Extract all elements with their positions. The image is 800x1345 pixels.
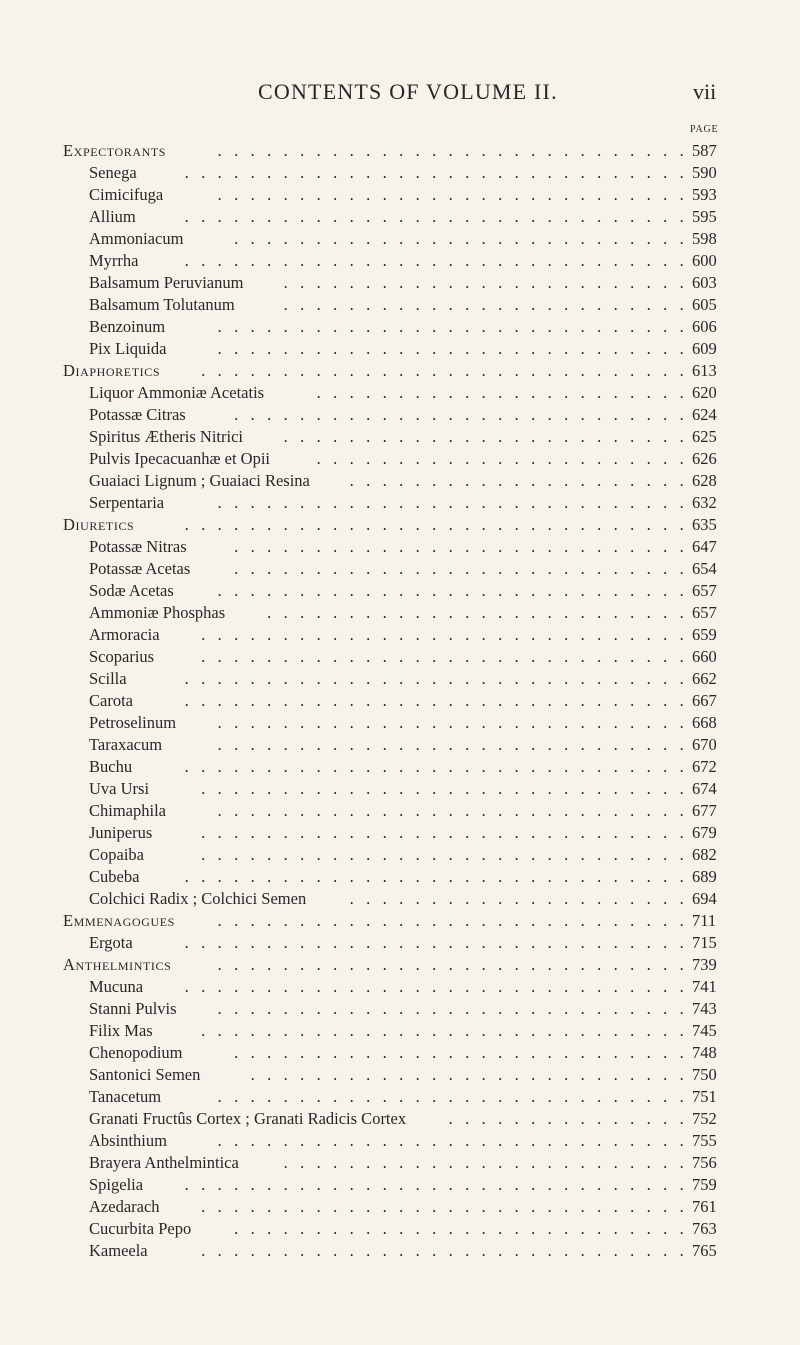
page-number: 679 [692, 823, 717, 842]
entry-label: Granati Fructûs Cortex ; Granati Radicis Cortex [89, 1109, 407, 1128]
section-heading: Diaphoretics [63, 361, 161, 380]
entry-label: Pix Liquida [89, 339, 167, 358]
page-number: 657 [692, 581, 717, 600]
toc-entry-row [0, 558, 800, 580]
entry-label: Potassæ Nitras [89, 537, 187, 556]
page-title: CONTENTS OF VOLUME II. [258, 79, 558, 104]
section-heading: Anthelmintics [63, 955, 172, 974]
dot-leader: . . . . . . . . . . . . . . . . . . . . . . . . . . . . . [213, 911, 692, 930]
toc-entry-row [0, 624, 800, 646]
dot-leader: . . . . . . . . . . . . . . . . . . . . . . . . . . . . . . [197, 361, 692, 380]
dot-leader: . . . . . . . . . . . . . . . . . . . . . . . . . . . . . . . [180, 251, 692, 270]
entry-label: Scoparius [89, 647, 155, 666]
entry-label: Stanni Pulvis [89, 999, 177, 1018]
entry-label: Senega [89, 163, 137, 182]
dot-leader: . . . . . . . . . . . . . . . . . . . . . . . . . . . . . . [197, 1197, 692, 1216]
toc-entry-row [0, 294, 800, 316]
entry-label: Potassæ Acetas [89, 559, 191, 578]
section-heading: Expectorants [63, 141, 167, 160]
page-number: 672 [692, 757, 717, 776]
entry-label: Cubeba [89, 867, 140, 886]
dot-leader: . . . . . . . . . . . . . . . . . . . . . . . . . . . . . . [197, 845, 692, 864]
toc-entry-row [0, 778, 800, 800]
entry-label: Liquor Ammoniæ Acetatis [89, 383, 265, 402]
dot-leader: . . . . . . . . . . . . . . . . . . . . . . . . . . . . . . [197, 625, 692, 644]
entry-label: Benzoinum [89, 317, 166, 336]
dot-leader: . . . . . . . . . . . . . . . . . . . . . . . . . . . . . [213, 493, 692, 512]
page-number: 743 [692, 999, 717, 1018]
page-number: 620 [692, 383, 717, 402]
dot-leader: . . . . . . . . . . . . . . . . . . . . . . . . . . . . . . . [180, 933, 692, 952]
toc-entry-row [0, 1130, 800, 1152]
page-number: 759 [692, 1175, 717, 1194]
toc-entry-row [0, 756, 800, 778]
page-number: 748 [692, 1043, 717, 1062]
page-number: 647 [692, 537, 717, 556]
dot-leader: . . . . . . . . . . . . . . . . . . . . . . . . . . . . . [213, 581, 692, 600]
dot-leader: . . . . . . . . . . . . . . . . . . . . . . . . . . . . . . . [180, 207, 692, 226]
entry-label: Colchici Radix ; Colchici Semen [89, 889, 307, 908]
toc-section-row [0, 140, 800, 162]
toc-entry-row [0, 580, 800, 602]
toc-entry-row [0, 382, 800, 404]
toc-entry-row [0, 1086, 800, 1108]
page-number: 761 [692, 1197, 717, 1216]
toc-entry-row [0, 1240, 800, 1262]
page-column-label: PAGE [690, 124, 719, 135]
page-number: 626 [692, 449, 717, 468]
entry-label: Spigelia [89, 1175, 144, 1194]
dot-leader: . . . . . . . . . . . . . . . . . . . . . . . . . . . . [230, 405, 692, 424]
entry-label: Brayera Anthelmintica [89, 1153, 239, 1172]
toc-entry-row [0, 1218, 800, 1240]
entry-label: Allium [89, 207, 136, 226]
page-number: 662 [692, 669, 717, 688]
page-number: 635 [692, 515, 717, 534]
page-number: 739 [692, 955, 717, 974]
page-number: 711 [692, 911, 717, 930]
page-number: 659 [692, 625, 717, 644]
entry-label: Azedarach [89, 1197, 160, 1216]
page-number: 667 [692, 691, 717, 710]
toc-section-row [0, 954, 800, 976]
toc-section-row [0, 910, 800, 932]
dot-leader: . . . . . . . . . . . . . . . . . . . . . . . . . . . . [230, 559, 692, 578]
dot-leader: . . . . . . . . . . . . . . . . . . . . . . . . . . . . . . . [180, 977, 692, 996]
dot-leader: . . . . . . . . . . . . . . . [444, 1109, 692, 1128]
dot-leader: . . . . . . . . . . . . . . . . . . . . . . . . . . . . . [213, 141, 692, 160]
dot-leader: . . . . . . . . . . . . . . . . . . . . . . . . . . . . . . [197, 647, 692, 666]
dot-leader: . . . . . . . . . . . . . . . . . . . . . [345, 889, 692, 908]
dot-leader: . . . . . . . . . . . . . . . . . . . . . . . [312, 449, 692, 468]
page-number: 694 [692, 889, 717, 908]
toc-entry-row [0, 184, 800, 206]
entry-label: Ergota [89, 933, 133, 952]
page-number: 752 [692, 1109, 717, 1128]
toc-entry-row [0, 866, 800, 888]
toc-entry-row [0, 976, 800, 998]
dot-leader: . . . . . . . . . . . . . . . . . . . . . . . . . . . . . . . [180, 1175, 692, 1194]
entry-label: Petroselinum [89, 713, 177, 732]
toc-entry-row [0, 448, 800, 470]
page-number: 674 [692, 779, 717, 798]
entry-label: Spiritus Ætheris Nitrici [89, 427, 243, 446]
toc-entry-row [0, 712, 800, 734]
page-number: 603 [692, 273, 717, 292]
page-number: 668 [692, 713, 717, 732]
entry-label: Uva Ursi [89, 779, 150, 798]
page-number: 751 [692, 1087, 717, 1106]
toc-section-row [0, 514, 800, 536]
entry-label: Cucurbita Pepo [89, 1219, 192, 1238]
dot-leader: . . . . . . . . . . . . . . . . . . . . . . . . . . . . . [213, 185, 692, 204]
entry-label: Potassæ Citras [89, 405, 186, 424]
dot-leader: . . . . . . . . . . . . . . . . . . . . . . . . . . . . . . [197, 823, 692, 842]
toc-entry-row [0, 492, 800, 514]
page-number: 654 [692, 559, 717, 578]
toc-entry-row [0, 668, 800, 690]
entry-label: Cimicifuga [89, 185, 164, 204]
toc-entry-row [0, 888, 800, 910]
page-number: 657 [692, 603, 717, 622]
entry-label: Kameela [89, 1241, 148, 1260]
entry-label: Juniperus [89, 823, 153, 842]
toc-entry-row [0, 822, 800, 844]
toc-entry-row [0, 844, 800, 866]
page-number: 756 [692, 1153, 717, 1172]
page-number: 595 [692, 207, 717, 226]
page-number: 613 [692, 361, 717, 380]
page-number: 741 [692, 977, 717, 996]
entry-label: Mucuna [89, 977, 144, 996]
toc-entry-row [0, 1064, 800, 1086]
dot-leader: . . . . . . . . . . . . . . . . . . . . . . . . . . . . [230, 537, 692, 556]
toc-entry-row [0, 272, 800, 294]
toc-entry-row [0, 316, 800, 338]
dot-leader: . . . . . . . . . . . . . . . . . . . . . . . . . . . . . [213, 735, 692, 754]
section-heading: Diuretics [63, 515, 135, 534]
dot-leader: . . . . . . . . . . . . . . . . . . . . . . . . . . . . [230, 229, 692, 248]
dot-leader: . . . . . . . . . . . . . . . . . . . . . [345, 471, 692, 490]
dot-leader: . . . . . . . . . . . . . . . . . . . . . . . . . . . . . [213, 339, 692, 358]
toc-entry-row [0, 536, 800, 558]
entry-label: Copaiba [89, 845, 144, 864]
page-number: 593 [692, 185, 717, 204]
entry-label: Buchu [89, 757, 133, 776]
toc-entry-row [0, 734, 800, 756]
page-number: 677 [692, 801, 717, 820]
entry-label: Santonici Semen [89, 1065, 201, 1084]
page-number: 750 [692, 1065, 717, 1084]
entry-label: Ammoniæ Phosphas [89, 603, 226, 622]
dot-leader: . . . . . . . . . . . . . . . . . . . . . . . . . . . . [230, 1043, 692, 1062]
page-number: 765 [692, 1241, 717, 1260]
page-number: 670 [692, 735, 717, 754]
toc-entry-row [0, 1196, 800, 1218]
dot-leader: . . . . . . . . . . . . . . . . . . . . . . . [312, 383, 692, 402]
dot-leader: . . . . . . . . . . . . . . . . . . . . . . . . . . . . . . . [180, 515, 692, 534]
dot-leader: . . . . . . . . . . . . . . . . . . . . . . . . . [279, 427, 692, 446]
toc-entry-row [0, 228, 800, 250]
toc-entry-row [0, 998, 800, 1020]
running-head [0, 79, 800, 109]
page-number: 609 [692, 339, 717, 358]
dot-leader: . . . . . . . . . . . . . . . . . . . . . . . . . . . . . [213, 713, 692, 732]
entry-label: Ammoniacum [89, 229, 184, 248]
entry-label: Balsamum Tolutanum [89, 295, 235, 314]
dot-leader: . . . . . . . . . . . . . . . . . . . . . . . . . . . . . . [197, 779, 692, 798]
entry-label: Taraxacum [89, 735, 163, 754]
page-number: 625 [692, 427, 717, 446]
page-number: 660 [692, 647, 717, 666]
page-number: 745 [692, 1021, 717, 1040]
toc-entry-row [0, 602, 800, 624]
dot-leader: . . . . . . . . . . . . . . . . . . . . . . . . . . . . . [213, 1131, 692, 1150]
toc-entry-row [0, 646, 800, 668]
dot-leader: . . . . . . . . . . . . . . . . . . . . . . . . . . . . . [213, 955, 692, 974]
page-number: 755 [692, 1131, 717, 1150]
toc-section-row [0, 360, 800, 382]
dot-leader: . . . . . . . . . . . . . . . . . . . . . . . . . . . . . [213, 317, 692, 336]
dot-leader: . . . . . . . . . . . . . . . . . . . . . . . . . . . . . . . [180, 691, 692, 710]
dot-leader: . . . . . . . . . . . . . . . . . . . . . . . . . . . . . . . [180, 669, 692, 688]
entry-label: Chenopodium [89, 1043, 183, 1062]
page-number: 628 [692, 471, 717, 490]
entry-label: Pulvis Ipecacuanhæ et Opii [89, 449, 271, 468]
page-number: 587 [692, 141, 717, 160]
toc-entry-row [0, 404, 800, 426]
page-number: 598 [692, 229, 717, 248]
dot-leader: . . . . . . . . . . . . . . . . . . . . . . . . . . . . . . . [180, 163, 692, 182]
page-number: 606 [692, 317, 717, 336]
toc-entry-row [0, 162, 800, 184]
entry-label: Armoracia [89, 625, 160, 644]
toc-entry-row [0, 206, 800, 228]
entry-label: Balsamum Peruvianum [89, 273, 244, 292]
entry-label: Absinthium [89, 1131, 167, 1150]
toc-entry-row [0, 470, 800, 492]
dot-leader: . . . . . . . . . . . . . . . . . . . . . . . . . . . . . [213, 999, 692, 1018]
entry-label: Guaiaci Lignum ; Guaiaci Resina [89, 471, 310, 490]
dot-leader: . . . . . . . . . . . . . . . . . . . . . . . . . . . . . . [197, 1021, 692, 1040]
toc-entry-row [0, 690, 800, 712]
page-number: 689 [692, 867, 717, 886]
toc-entry-row [0, 1108, 800, 1130]
page-number: 715 [692, 933, 717, 952]
section-heading: Emmenagogues [63, 911, 175, 930]
toc-entry-row [0, 1174, 800, 1196]
page-number: 763 [692, 1219, 717, 1238]
page-number: 624 [692, 405, 717, 424]
entry-label: Filix Mas [89, 1021, 153, 1040]
dot-leader: . . . . . . . . . . . . . . . . . . . . . . . . . [279, 1153, 692, 1172]
entry-label: Myrrha [89, 251, 139, 270]
page-number: 605 [692, 295, 717, 314]
toc-entry-row [0, 338, 800, 360]
dot-leader: . . . . . . . . . . . . . . . . . . . . . . . . . . . [246, 1065, 692, 1084]
dot-leader: . . . . . . . . . . . . . . . . . . . . . . . . . [279, 273, 692, 292]
page-number: 600 [692, 251, 717, 270]
page-number: 632 [692, 493, 717, 512]
page-number: 590 [692, 163, 717, 182]
toc-entry-row [0, 1152, 800, 1174]
dot-leader: . . . . . . . . . . . . . . . . . . . . . . . . . . . . . [213, 1087, 692, 1106]
entry-label: Serpentaria [89, 493, 165, 512]
dot-leader: . . . . . . . . . . . . . . . . . . . . . . . . . . [263, 603, 692, 622]
toc-entry-row [0, 1042, 800, 1064]
toc-entry-row [0, 1020, 800, 1042]
dot-leader: . . . . . . . . . . . . . . . . . . . . . . . . . . . . [230, 1219, 692, 1238]
toc-entry-row [0, 250, 800, 272]
toc-entry-row [0, 426, 800, 448]
dot-leader: . . . . . . . . . . . . . . . . . . . . . . . . . [279, 295, 692, 314]
entry-label: Carota [89, 691, 133, 710]
entry-label: Chimaphila [89, 801, 166, 820]
page-folio: vii [693, 79, 717, 104]
dot-leader: . . . . . . . . . . . . . . . . . . . . . . . . . . . . . . . [180, 757, 692, 776]
dot-leader: . . . . . . . . . . . . . . . . . . . . . . . . . . . . . . [197, 1241, 692, 1260]
table-of-contents [0, 140, 800, 1262]
entry-label: Scilla [89, 669, 127, 688]
dot-leader: . . . . . . . . . . . . . . . . . . . . . . . . . . . . . . . [180, 867, 692, 886]
toc-entry-row [0, 800, 800, 822]
page-number: 682 [692, 845, 717, 864]
dot-leader: . . . . . . . . . . . . . . . . . . . . . . . . . . . . . [213, 801, 692, 820]
entry-label: Sodæ Acetas [89, 581, 174, 600]
entry-label: Tanacetum [89, 1087, 162, 1106]
toc-entry-row [0, 932, 800, 954]
